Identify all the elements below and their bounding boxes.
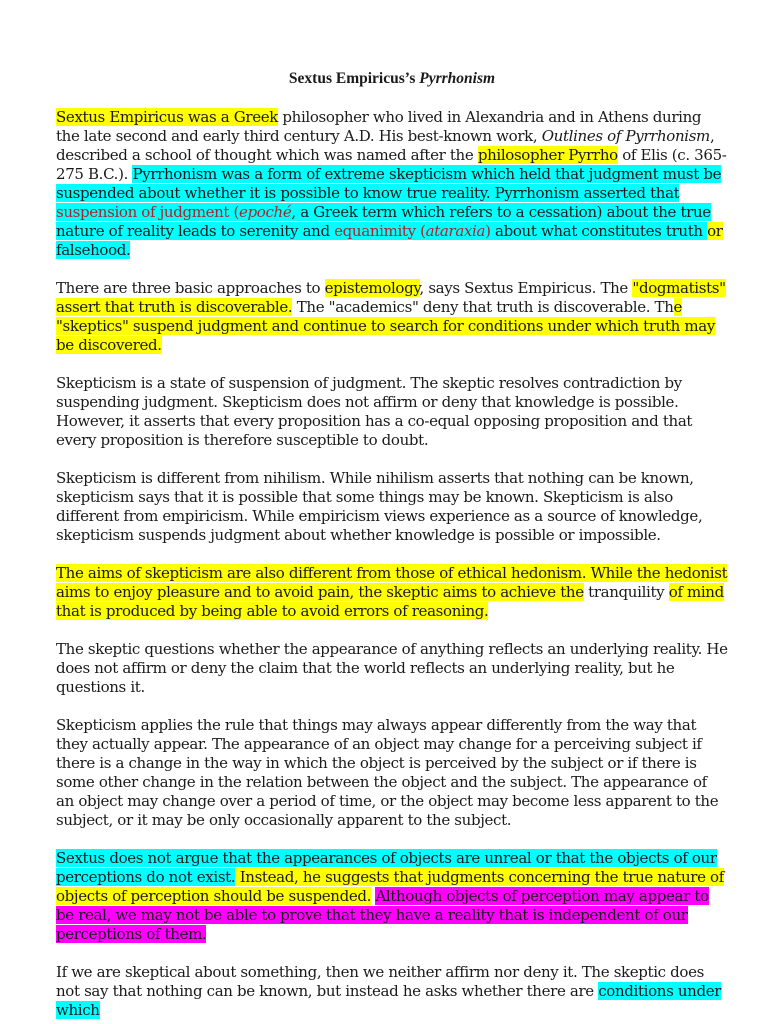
highlight-magenta: Although objects of perception may appear to be real, we may not be able to prove that they have a reality that is independent of our perceptions of them. [56, 887, 709, 943]
text-run: If we are skeptical about something, then we neither affirm nor deny it. The skeptic does not say that nothing can be known, but instead he asks whether there are [56, 963, 704, 1000]
highlight-cyan [56, 165, 721, 240]
paragraph-nihilism: Skepticism is different from nihilism. While nihilism asserts that nothing can be known, skepticism says that it is possible that some things may be known. Skepticism is also different from empiricism. While empiricism views experience as a source of knowledge, skepticism suspends judgment about whether knowledge is possible or impossible. [56, 469, 703, 544]
book-title: Outlines of Pyrrhonism [541, 127, 710, 145]
paragraph-suspension: Skepticism is a state of suspension of judgment. The skeptic resolves contradiction by suspending judgment. Skepticism does not affirm or deny that knowledge is possible. However, it asserts that every proposition has a co-equal opposing proposition and that every proposition is therefore susceptible to doubt. [56, 374, 693, 449]
text-run: There are three basic approaches to [56, 279, 325, 297]
text-run: philosopher who lived in Alexandria and in Athens during the late second and early third century A.D. His best-known work, [56, 108, 702, 145]
document-title [56, 70, 728, 88]
paragraph-perception [56, 849, 728, 944]
paragraph-intro [56, 108, 728, 260]
highlight-yellow: Instead, he suggests that judgments concerning the true nature of objects of perception should be suspended. [56, 868, 724, 905]
text-run: , described a school of thought which was named after the [56, 127, 715, 164]
paragraph-appearance: The skeptic questions whether the appearance of anything reflects an underlying reality. He does not affirm or deny the claim that the world reflects an underlying reality, but he questions it. [56, 640, 728, 696]
highlight-yellow: of mind that is produced by being able to avoid errors of reasoning. [56, 583, 724, 620]
highlight-yellow: e "skeptics" suspend judgment and continue to search for conditions under which truth may be discovered. [56, 298, 715, 354]
text-run: , says Sextus Empiricus. The [419, 279, 633, 297]
highlight-yellow: philosopher Pyrrho [477, 146, 618, 164]
highlight-cyan: conditions under which [56, 982, 722, 1019]
title-italic: Pyrrhonism [419, 70, 496, 87]
red-italic-term: epoché [239, 203, 292, 221]
red-text: suspension of judgment ( [56, 203, 240, 221]
text-run: , a Greek term which refers to a cessation) about the true nature of reality leads to serenity and [56, 203, 711, 240]
text-run: The "academics" deny that truth is discoverable. Th [292, 298, 674, 316]
text-run: about what constitutes truth [490, 222, 708, 240]
highlight-yellow: or [707, 222, 723, 240]
text-run: tranquility [583, 583, 669, 601]
highlight-yellow: epistemology [324, 279, 420, 297]
paragraph-conditions [56, 963, 728, 1020]
text-run: of Elis (c. 365-275 B.C.). [56, 146, 727, 183]
highlight-cyan: Sextus does not argue that the appearances of objects are unreal or that the objects of our perceptions do not exist. [56, 849, 717, 886]
highlight-yellow: The aims of skepticism are also different from those of ethical hedonism. While the hedonist aims to enjoy pleasure and to avoid pain, the skeptic aims to achieve the [56, 564, 728, 601]
red-italic-term: ataraxia [425, 222, 486, 240]
title-main: Sextus Empiricus’s [288, 70, 416, 87]
highlight-yellow: Sextus Empiricus was a Greek [56, 108, 278, 126]
highlight-cyan: falsehood. [56, 241, 131, 259]
red-text: equanimity ( [334, 222, 426, 240]
paragraph-rule: Skepticism applies the rule that things may always appear differently from the way that they actually appear. The appearance of an object may change for a perceiving subject if there is a change in the way in which the object is perceived by the subject or if there is some other change in the relation between the object and the subject. The appearance of an object may change over a period of time, or the object may become less apparent to the subject, or it may be only occasionally apparent to the subject. [56, 716, 719, 829]
highlight-yellow: "dogmatists" assert that truth is discoverable. [56, 279, 726, 316]
red-text: ) [485, 222, 491, 240]
text-run: Pyrrhonism was a form of extreme skepticism which held that judgment must be suspended about whether it is possible to know true reality. Pyrrhonism asserted that [56, 165, 722, 202]
paragraph-approaches [56, 279, 728, 355]
paragraph-hedonism [56, 564, 728, 621]
